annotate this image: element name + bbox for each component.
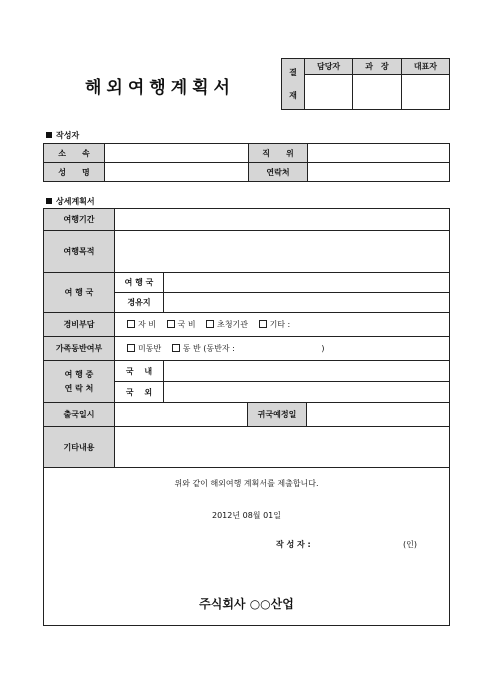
expense-label: 경비부담 [44, 313, 115, 337]
expense-options [115, 313, 450, 337]
checkbox-icon[interactable] [127, 344, 135, 352]
dest-country-label: 여 행 국 [115, 273, 164, 293]
via-field[interactable] [164, 293, 450, 313]
contact-during-travel-label: 여 행 중 연 락 처 [44, 361, 115, 403]
writer-table [43, 143, 450, 182]
seal-mark: (인) [403, 540, 417, 549]
domestic-label: 국 내 [115, 361, 164, 382]
purpose-field[interactable] [115, 231, 450, 273]
family-option-alone[interactable]: 미동반 [123, 344, 161, 353]
return-field[interactable] [307, 403, 450, 427]
approval-table [281, 58, 450, 110]
affiliation-label: 소 속 [44, 144, 105, 163]
company-name: 주식회사 ○○산업 [199, 597, 294, 611]
via-label: 경유지 [115, 293, 164, 313]
approval-sign-manager[interactable] [305, 75, 353, 110]
statement-date: 2012년 08월 01일 [212, 511, 281, 520]
dest-country-field[interactable] [164, 273, 450, 293]
other-label: 기타내용 [44, 427, 115, 468]
position-field[interactable] [308, 144, 450, 163]
period-field[interactable] [115, 209, 450, 231]
departure-field[interactable] [115, 403, 248, 427]
contact-label: 연락처 [249, 163, 308, 182]
position-label: 직 위 [249, 144, 308, 163]
contact-field[interactable] [308, 163, 450, 182]
detail-table [43, 208, 450, 468]
period-label: 여행기간 [44, 209, 115, 231]
section-writer-heading: 작성자 [46, 130, 79, 141]
domestic-field[interactable] [164, 361, 450, 382]
departure-label: 출국일시 [44, 403, 115, 427]
expense-option-self[interactable]: 자 비 [123, 320, 156, 329]
name-field[interactable] [105, 163, 249, 182]
overseas-label: 국 외 [115, 382, 164, 403]
family-options [115, 337, 450, 361]
expense-option-other[interactable]: 기타 : [259, 320, 291, 329]
expense-option-inviter[interactable]: 초청기관 [206, 320, 248, 329]
approval-side-label: 결 재 [282, 59, 305, 110]
statement-text: 위와 같이 해외여행 계획서를 제출합니다. [174, 479, 319, 488]
checkbox-icon[interactable] [259, 320, 267, 328]
section-detail-heading: 상세계획서 [46, 196, 95, 207]
family-label: 가족동반여부 [44, 337, 115, 361]
family-option-accompanied[interactable]: 동 반 (동반자 : [172, 344, 235, 353]
square-bullet-icon [46, 132, 52, 138]
overseas-field[interactable] [164, 382, 450, 403]
approval-header-ceo: 대표자 [401, 59, 449, 75]
author-label: 작 성 자 : [276, 540, 311, 549]
name-label: 성 명 [44, 163, 105, 182]
approval-sign-chief[interactable] [353, 75, 402, 110]
affiliation-field[interactable] [105, 144, 249, 163]
checkbox-icon[interactable] [127, 320, 135, 328]
country-label: 여 행 국 [44, 273, 115, 313]
purpose-label: 여행목적 [44, 231, 115, 273]
document-title: 해외여행계획서 [85, 78, 235, 98]
checkbox-icon[interactable] [167, 320, 175, 328]
square-bullet-icon [46, 198, 52, 204]
expense-option-state[interactable]: 국 비 [167, 320, 196, 329]
approval-sign-ceo[interactable] [401, 75, 449, 110]
approval-header-chief: 과 장 [353, 59, 402, 75]
return-label: 귀국예정일 [248, 403, 307, 427]
approval-header-manager: 담당자 [305, 59, 353, 75]
checkbox-icon[interactable] [206, 320, 214, 328]
family-close-paren: ) [321, 344, 325, 353]
checkbox-icon[interactable] [172, 344, 180, 352]
